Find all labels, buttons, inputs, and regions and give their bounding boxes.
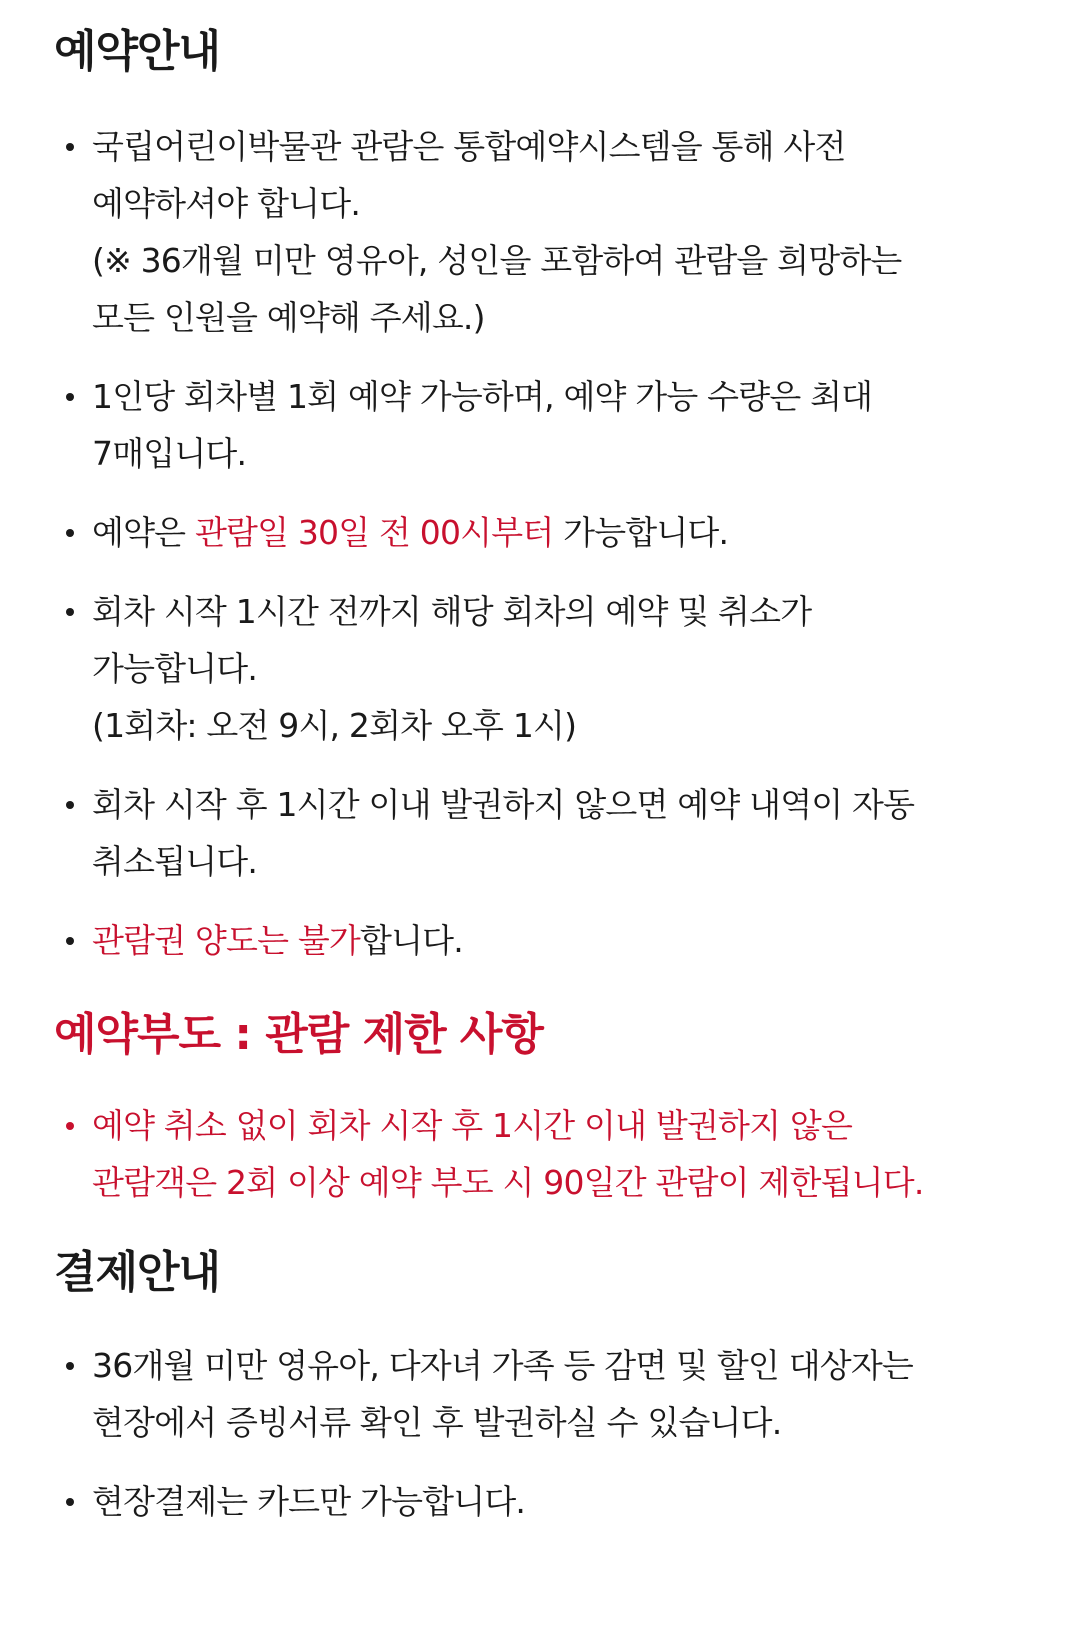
list-item-text: 가능합니다. xyxy=(553,513,729,552)
noshow-restriction-title: 예약부도 : 관람 제한 사항 xyxy=(54,1009,543,1060)
list-item xyxy=(54,368,992,482)
reservation-guide-section xyxy=(54,24,1080,969)
payment-guide-list xyxy=(54,1337,1080,1530)
list-item-line: (※ 36개월 미만 영유아, 성인을 포함하여 관람을 희망하는 xyxy=(92,241,902,280)
list-item-line: 현장결제는 카드만 가능합니다. xyxy=(92,1482,526,1521)
list-item xyxy=(54,912,992,969)
list-item-text: 합니다. xyxy=(360,921,463,960)
list-item-line: 현장에서 증빙서류 확인 후 발권하실 수 있습니다. xyxy=(92,1403,782,1442)
list-item-line: 국립어린이박물관 관람은 통합예약시스템을 통해 사전 xyxy=(92,127,846,166)
list-item-line: 회차 시작 후 1시간 이내 발권하지 않으면 예약 내역이 자동 xyxy=(92,785,915,824)
list-item xyxy=(54,1473,992,1530)
reservation-guide-title: 예약안내 xyxy=(54,26,221,77)
list-item xyxy=(54,1097,992,1211)
list-item-text: 예약은 xyxy=(92,513,195,552)
highlight-text: 관람일 30일 전 00시부터 xyxy=(194,513,554,552)
list-item-line: 예약 취소 없이 회차 시작 후 1시간 이내 발권하지 않은 xyxy=(92,1106,853,1145)
list-item-line: 가능합니다. xyxy=(92,649,258,688)
noshow-restriction-section xyxy=(54,1007,1080,1211)
list-item-line: 예약하셔야 합니다. xyxy=(92,184,361,223)
list-item-line xyxy=(92,504,992,561)
list-item-line: (1회차: 오전 9시, 2회차 오후 1시) xyxy=(92,706,577,745)
noshow-restriction-list xyxy=(54,1097,1080,1211)
list-item-line: 관람객은 2회 이상 예약 부도 시 90일간 관람이 제한됩니다. xyxy=(92,1163,924,1202)
list-item-line: 취소됩니다. xyxy=(92,842,258,881)
payment-guide-section xyxy=(54,1245,1080,1530)
list-item xyxy=(54,1337,992,1451)
highlight-text: 관람권 양도는 불가 xyxy=(92,921,361,960)
list-item-line: 36개월 미만 영유아, 다자녀 가족 등 감면 및 할인 대상자는 xyxy=(92,1346,914,1385)
list-item xyxy=(54,118,992,346)
list-item-line: 모든 인원을 예약해 주세요.) xyxy=(92,298,485,337)
list-item-line: 1인당 회차별 1회 예약 가능하며, 예약 가능 수량은 최대 xyxy=(92,377,873,416)
list-item-line xyxy=(92,912,992,969)
payment-guide-title: 결제안내 xyxy=(54,1247,221,1298)
list-item-line: 회차 시작 1시간 전까지 해당 회차의 예약 및 취소가 xyxy=(92,592,812,631)
list-item xyxy=(54,583,992,754)
list-item xyxy=(54,776,992,890)
list-item-line: 7매입니다. xyxy=(92,434,247,473)
reservation-guide-list xyxy=(54,118,1080,969)
list-item xyxy=(54,504,992,561)
